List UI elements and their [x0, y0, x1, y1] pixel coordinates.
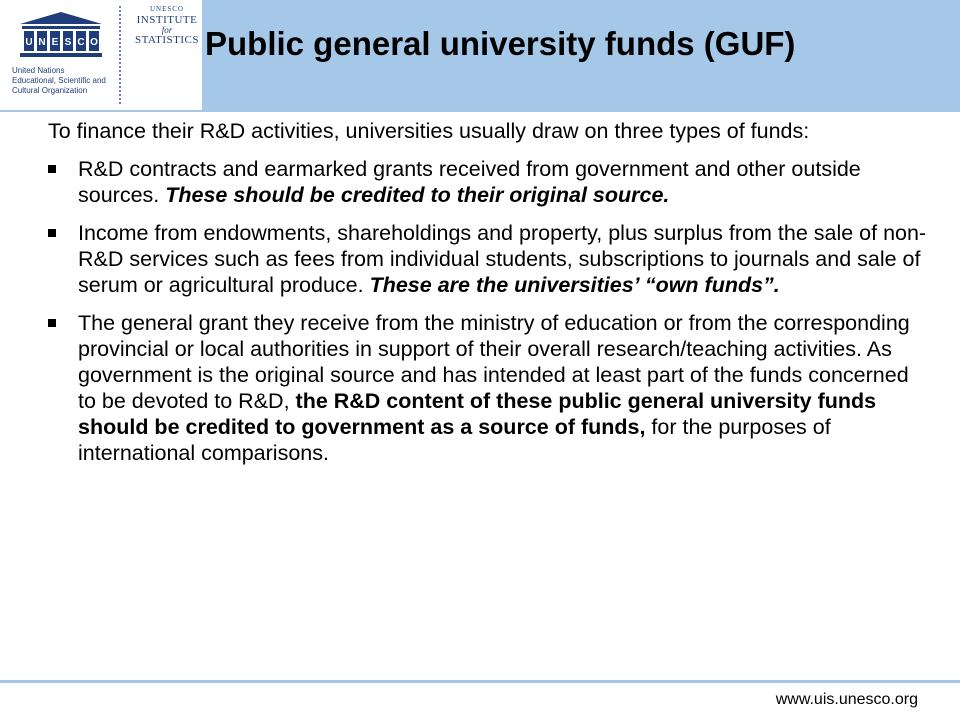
bullet-square-icon: [48, 319, 56, 327]
logo-divider: [119, 6, 123, 104]
svg-text:N: N: [38, 37, 46, 48]
bullet-item: The general grant they receive from the ministry of education or from the corresponding provincial or local authorities in support of their overall research/teaching activities. As government is the original source and has intended at least part of the funds concerned to be devoted to R&D, the R&D content of these public general university funds should be credited to government as a source of funds, for the purposes of international comparisons.: [48, 310, 928, 466]
bullet-item: Income from endowments, shareholdings and property, plus surplus from the sale of non-R&D services such as fees from individual students, subscriptions to journals and sale of serum or agricultural produce. These are the universities’ “own funds”.: [48, 220, 928, 298]
intro-paragraph: To finance their R&D activities, universities usually draw on three types of funds:: [48, 119, 810, 143]
svg-text:O: O: [90, 37, 98, 48]
unesco-caption: United Nations Educational, Scientific and Cultural Organization: [12, 66, 106, 95]
footer-divider: [0, 680, 960, 683]
unesco-temple-icon: [18, 10, 104, 58]
page-title: Public general university funds (GUF): [205, 25, 796, 62]
svg-text:C: C: [77, 37, 85, 48]
bullet-square-icon: [48, 165, 56, 173]
svg-text:U: U: [25, 37, 33, 48]
slide-body: [48, 118, 928, 466]
footer-url: www.uis.unesco.org: [775, 691, 918, 708]
svg-text:S: S: [64, 37, 72, 48]
uis-logo-text: UNESCO INSTITUTE for STATISTICS: [134, 5, 200, 46]
bullet-item: R&D contracts and earmarked grants received from government and other outside sources. These should be credited to their original source.: [48, 156, 928, 208]
svg-text:E: E: [51, 37, 59, 48]
bullet-square-icon: [48, 229, 56, 237]
unesco-logo: [0, 0, 130, 110]
